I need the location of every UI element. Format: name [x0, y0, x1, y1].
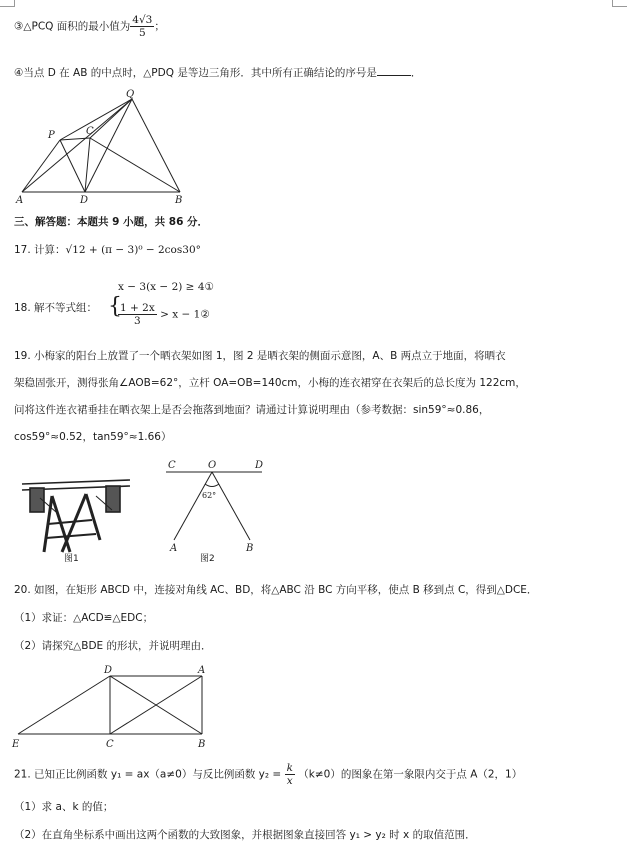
caption-figure-2: 图2 — [200, 554, 215, 564]
q21-part-2: （2）在直角坐标系中画出这两个函数的大致图象，并根据图象直接回答 y₁ > y₂ 时 x 的取值范围． — [14, 829, 476, 841]
label-q: Q — [126, 89, 135, 100]
label-d: D — [80, 195, 89, 206]
fig20-label-e: E — [12, 739, 20, 750]
fig20-label-c: C — [106, 739, 114, 750]
fig2-label-c: C — [168, 460, 176, 471]
q17-expression: √12 + (π − 3)⁰ − 2cos30° — [65, 244, 201, 256]
q21-line-1b: （k≠0）的图象在第一象限内交于点 A（2，1） — [298, 768, 523, 781]
fig20-label-d: D — [104, 665, 113, 676]
label-b: B — [175, 195, 183, 206]
q18-line-1: x − 3(x − 2) ≥ 4① — [118, 281, 214, 293]
fig2-label-o: O — [208, 460, 217, 471]
q17-label: 17. 计算： — [14, 244, 66, 256]
q21-line-1a: 21. 已知正比例函数 y₁ = ax（a≠0）与反比例函数 y₂ = — [14, 768, 282, 781]
fig20-label-a: A — [198, 665, 206, 676]
item-3-frac-den: 5 — [138, 27, 146, 39]
item-4-end: ． — [410, 67, 422, 79]
fig2-label-d: D — [255, 460, 264, 471]
q18-frac-den: 3 — [134, 315, 141, 327]
question-21 — [14, 762, 522, 787]
q18-line-2-rest: > x − 1② — [160, 308, 210, 321]
item-3-suffix: ； — [154, 20, 165, 33]
label-c: C — [86, 126, 94, 137]
q19-line-3: 问将这件连衣裙垂挂在晒衣架上是否会拖落到地面？请通过计算说明理由（参考数据：sin59°≈0.86， — [14, 404, 490, 416]
label-a: A — [16, 195, 24, 206]
q20-part-2: （2）请探究△BDE 的形状，并说明理由． — [14, 640, 212, 652]
fig2-angle-label: 62° — [202, 491, 217, 500]
q18-frac-num: 1 + 2x — [120, 302, 155, 314]
label-p: P — [48, 130, 55, 141]
q19-line-1: 19. 小梅家的阳台上放置了一个晒衣架如图 1，图 2 是晒衣架的侧面示意图，A、B 两点立于地面，将晒衣 — [14, 350, 506, 362]
q21-part-1: （1）求 a、k 的值； — [14, 801, 114, 813]
q20-line-1: 20. 如图，在矩形 ABCD 中，连接对角线 AC、BD，将△ABC 沿 BC 方向平移，使点 B 移到点 C，得到△DCE． — [14, 584, 538, 596]
fig20-label-b: B — [198, 739, 206, 750]
q20-part-1: （1）求证：△ACD≌△EDC； — [14, 612, 154, 624]
item-4-text: ④当点 D 在 AB 的中点时，△PDQ 是等边三角形．其中所有正确结论的序号是 — [14, 67, 377, 79]
q18-brace: { — [108, 294, 122, 319]
q21-frac-num: k — [286, 762, 293, 774]
section-3-heading: 三、解答题：本题共 9 小题，共 86 分． — [14, 216, 209, 228]
fig2-label-b: B — [246, 543, 254, 554]
q21-fraction — [285, 762, 295, 787]
caption-figure-1: 图1 — [64, 554, 79, 564]
q21-frac-den: x — [286, 775, 293, 787]
fig2-label-a: A — [170, 543, 178, 554]
q18-label: 18. 解不等式组： — [14, 302, 98, 314]
q19-line-2: 架稳固张开，测得张角∠AOB=62°，立杆 OA=OB=140cm，小梅的连衣裙穿在衣架后的总长度为 122cm， — [14, 377, 526, 389]
q19-line-4: cos59°≈0.52，tan59°≈1.66） — [14, 431, 172, 443]
item-3-prefix: ③△PCQ 面积的最小值为 — [14, 20, 131, 33]
item-3-frac-num: 4√3 — [132, 14, 153, 26]
